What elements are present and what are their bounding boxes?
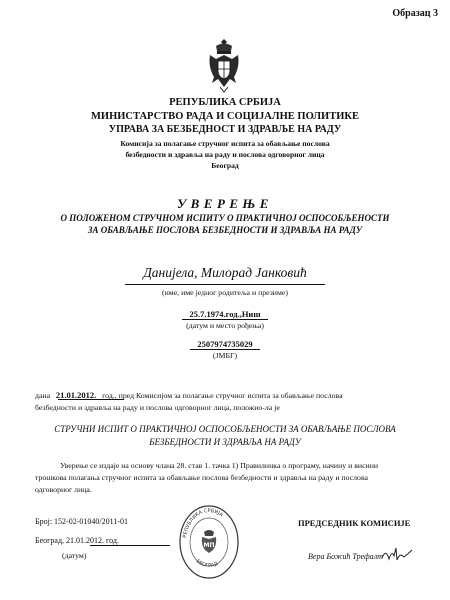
- certificate-title: УВЕРЕЊЕ: [177, 196, 273, 211]
- jmbg-underline: [190, 349, 260, 350]
- name-caption: (име, име једног родитеља и презиме): [162, 288, 288, 297]
- name-underline: [125, 284, 325, 285]
- exam-date-underline: [58, 399, 124, 400]
- form-number: Образац 3: [392, 8, 438, 19]
- subtitle-line-2: ЗА ОБАВЉАЊЕ ПОСЛОВА БЕЗБЕДНОСТИ И ЗДРАВЉА НА РАДУ: [87, 225, 363, 235]
- place-date-underline: [90, 545, 170, 546]
- ministry-heading: МИНИСТАРСТВО РАДА И СОЦИЈАЛНЕ ПОЛИТИКЕ: [91, 111, 359, 122]
- person-name: Данијела, Милорад Јанковић: [143, 265, 307, 280]
- subtitle-line-1: О ПОЛОЖЕНОМ СТРУЧНОМ ИСПИТУ О ПРАКТИЧНОЈ ОСПОСОБЉЕНОСТИ: [60, 213, 390, 223]
- place-and-date: Београд, 21.01.2012. год.: [35, 536, 119, 545]
- republic-heading: РЕПУБЛИКА СРБИЈА: [169, 97, 281, 108]
- commission-line-1: Комисија за полагање стручног испита за обављање послова: [120, 139, 330, 148]
- birth-underline: [182, 319, 268, 320]
- city-heading: Београд: [211, 161, 239, 170]
- jmbg-caption: (ЈМБГ): [212, 351, 238, 360]
- birth-caption: (датум и место рођења): [186, 321, 264, 330]
- passed-exam-line-2: БЕЗБЕДНОСТИ И ЗДРАВЉА НА РАДУ: [149, 437, 301, 447]
- date-caption: (датум): [62, 551, 87, 560]
- directorate-heading: УПРАВА ЗА БЕЗБЕДНОСТ И ЗДРАВЉЕ НА РАДУ: [108, 124, 342, 135]
- seal-ring-text: РЕПУБЛИКА СРБИЈА: [182, 507, 224, 539]
- coat-of-arms-icon: [206, 37, 242, 93]
- legal-basis-line-1: Уверење се издаје на основу члана 28. став 1. тачка 1) Правилника о програму, начину и висини: [60, 461, 379, 470]
- birth-info: 25.7.1974.год.,Ниш: [189, 309, 261, 319]
- commission-line-2: безбедности и здравља на раду и послова одговорног лица: [125, 150, 325, 159]
- exam-statement-line-2: безбедности и здравља на раду и послова одговорног лица, положио-ла је: [35, 403, 280, 412]
- exam-date: 21.01.2012.: [55, 390, 97, 400]
- legal-basis-line-3: одговорног лица.: [35, 485, 92, 494]
- signer-name: Вера Божић Трефалт: [308, 552, 383, 561]
- exam-statement-rest: год., пред Комисијом за полагање стручног испита за обављање послова: [102, 391, 343, 400]
- seal-bottom-text: БЕОГРАД: [194, 558, 220, 569]
- legal-basis-line-2: трошкова полагања стручног испита за обављање послова безбедности и здравља на раду и послова: [35, 473, 368, 482]
- exam-prefix: дана: [35, 391, 51, 400]
- official-seal-icon: [178, 504, 240, 580]
- document-number: Број: 152-02-01040/2011-01: [35, 517, 128, 526]
- seal-center-text: МП: [203, 542, 215, 549]
- passed-exam-line-1: СТРУЧНИ ИСПИТ О ПРАКТИЧНОЈ ОСПОСОБЉЕНОСТИ ЗА ОБАВЉАЊЕ ПОСЛОВА: [54, 424, 396, 434]
- president-title: ПРЕДСЕДНИК КОМИСИЈЕ: [298, 518, 411, 528]
- handwritten-signature-icon: [380, 544, 414, 564]
- jmbg-value: 2507974735029: [197, 339, 253, 349]
